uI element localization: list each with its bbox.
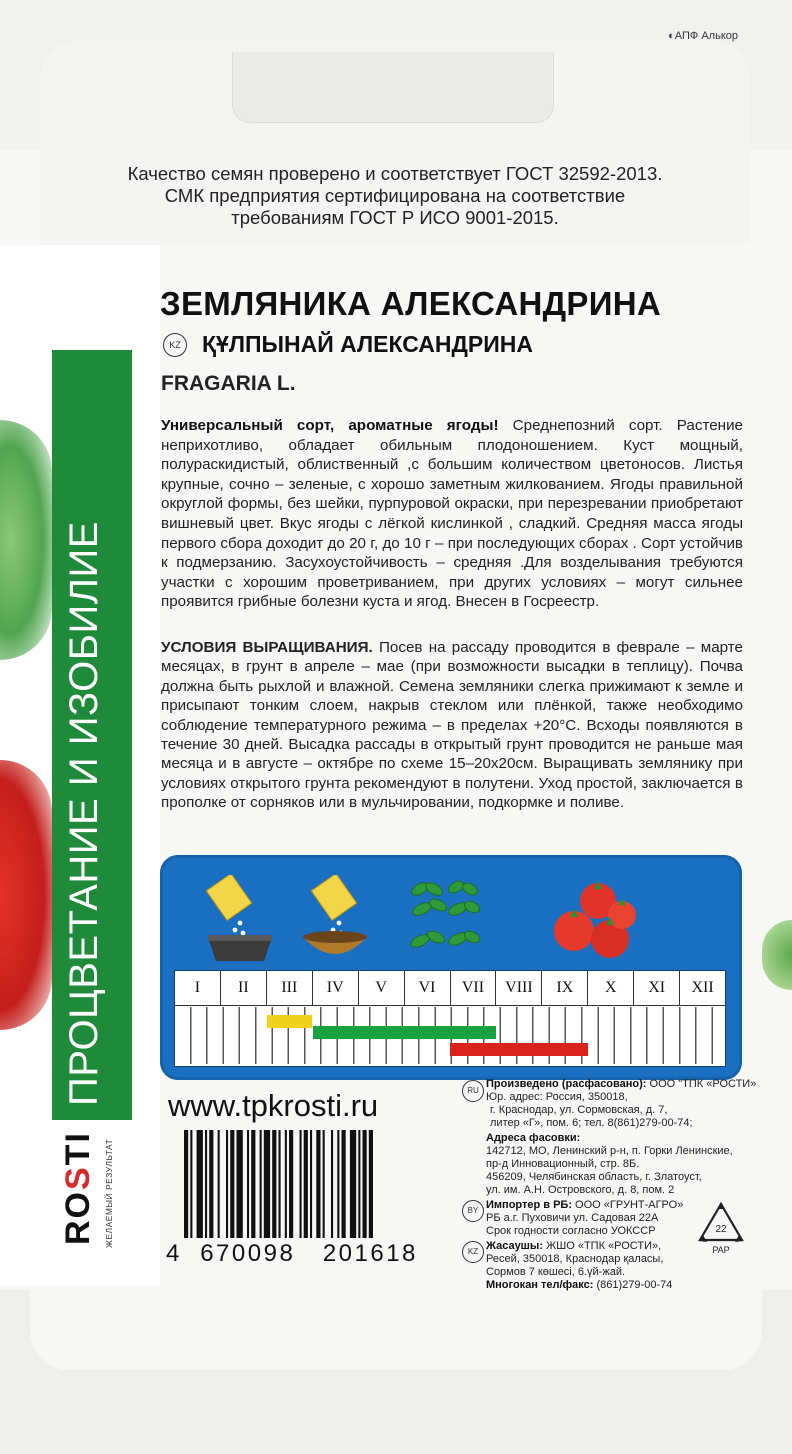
manufacturer-info (486, 1078, 786, 1292)
pack-line: 456209, Челябинская область, г. Златоуст, (486, 1171, 702, 1183)
bottom-panel (30, 1290, 762, 1370)
barcode-bar (369, 1130, 373, 1238)
variety-description (161, 416, 743, 612)
barcode-bar (342, 1130, 346, 1238)
barcode-bar (279, 1130, 281, 1238)
quality-line: Качество семян проверено и соответствует ГОСТ 32592-2013. (127, 163, 663, 184)
kz-manufacturer-label: Жасаушы: (486, 1240, 543, 1252)
kz-badge: KZ (462, 1241, 484, 1263)
barcode-bar (363, 1130, 367, 1238)
barcode-bar (300, 1130, 302, 1238)
brand-logo-accent: S (59, 1165, 97, 1190)
growing-heading: УСЛОВИЯ ВЫРАЩИВАНИЯ. (161, 639, 373, 656)
barcode-bar (230, 1130, 234, 1238)
barcode-bar (190, 1130, 192, 1238)
month-label: X (588, 971, 634, 1005)
svg-text:22: 22 (715, 1224, 727, 1235)
pack-line: 142712, МО, Ленинский р-н, п. Горки Ленинские, (486, 1145, 733, 1157)
barcode-bar (264, 1130, 270, 1238)
barcode-bar (304, 1130, 308, 1238)
produced-line: литер «Г», пом. 6; тел. 8(861)279-00-74; (490, 1117, 693, 1129)
quality-line: СМК предприятия сертифицирована на соответствие (164, 185, 626, 206)
pack-line: пр-д Инновационный, стр. 8Б. (486, 1158, 640, 1170)
brand-tagline: ЖЕЛАЕМЫЙ РЕЗУЛЬТАТ (104, 1138, 114, 1248)
month-label: I (175, 971, 221, 1005)
brand-logo-part: RO (59, 1190, 97, 1245)
recycling-icon (696, 1200, 746, 1256)
barcode-bar (218, 1130, 220, 1238)
month-label: II (221, 971, 267, 1005)
barcode-bar (197, 1130, 203, 1238)
month-label: VI (405, 971, 451, 1005)
phone-label: Многокан тел/факс: (486, 1279, 594, 1291)
by-badge: BY (462, 1200, 484, 1222)
month-label: III (267, 971, 313, 1005)
brand-logo-part: TI (59, 1131, 97, 1166)
hang-slot (232, 52, 554, 123)
month-header-row (175, 971, 725, 1006)
pack-line: ул. им. А.Н. Островского, д. 8, пом. 2 (486, 1184, 675, 1196)
barcode-bar (316, 1130, 320, 1238)
importer-label: Импортер в РБ: (486, 1199, 572, 1211)
leaf-image-right (762, 920, 792, 990)
barcode-digit-prefix: 4 (166, 1240, 182, 1267)
month-grid (174, 970, 726, 1067)
brand-logo (58, 1105, 98, 1245)
seedling-icon (400, 875, 480, 965)
quality-line: требованиям ГОСТ Р ИСО 9001-2015. (231, 207, 559, 228)
barcode-bar (272, 1130, 276, 1238)
barcode-bar (358, 1130, 360, 1238)
month-label: VIII (496, 971, 542, 1005)
period-bar-sowing-seedlings (267, 1015, 313, 1028)
svg-text:PAP: PAP (712, 1245, 730, 1255)
barcode-bar (237, 1130, 243, 1238)
harvest-icon (552, 875, 642, 965)
quality-statement (40, 163, 750, 229)
barcode-bar (247, 1130, 249, 1238)
month-label: IX (542, 971, 588, 1005)
month-label: IV (313, 971, 359, 1005)
pack-label: Адреса фасовки: (486, 1132, 581, 1144)
kz-language-badge: KZ (163, 333, 187, 357)
website: www.tpkrosti.ru (168, 1088, 379, 1123)
sowing-ground-icon (295, 875, 375, 965)
produced-line: Юр. адрес: Россия, 350018, (486, 1091, 628, 1103)
barcode-bar (226, 1130, 228, 1238)
month-label: XII (691, 979, 714, 996)
produced-value: ООО "ТПК «РОСТИ» (646, 1078, 757, 1090)
barcode (182, 1130, 444, 1250)
barcode-bar (285, 1130, 287, 1238)
growing-body: Посев на рассаду проводится в феврале – марте месяцах, в грунт в апреле – мае (при возможности высадки в теплицу). Почва должна быть рыхлой и влажной. Семена земляники слегка прижимают к земле и присыпают тонким слоем, накрыв стеклом или плёнкой, также необходимо соблюдение температурного режима – в пределах +20°С. Всходы появляются в течение 30 дней. Высадка рассады в открытый грунт проводится не раньше мая месяца и в августе – октябре по схеме 15–20х20см. Выращивать землянику при условиях открытого грунта рекомендуют в полутени. Уход простой, заключается в прополке от сорняков или в мульчировании, подкормке и поливе. (161, 639, 743, 812)
sowing-calendar (160, 855, 742, 1080)
barcode-bar (205, 1130, 207, 1238)
brand-slogan: ПРОЦВЕТАНИЕ И ИЗОБИЛИЕ (62, 521, 106, 1106)
period-bar-harvest (450, 1043, 588, 1056)
month-label: VII (451, 971, 497, 1005)
barcode-bar (331, 1130, 333, 1238)
month-label: V (359, 971, 405, 1005)
product-title: ЗЕМЛЯНИКА АЛЕКСАНДРИНА (160, 285, 662, 322)
period-bar-seedlings (358, 1026, 496, 1039)
importer-line: РБ а.г. Пуховичи ул. Садовая 22А (486, 1212, 659, 1224)
kz-manufacturer-value: ЖШО «ТПК «РОСТИ», (542, 1240, 662, 1252)
latin-name: FRAGARIA L. (161, 372, 296, 395)
growing-conditions (161, 638, 743, 813)
barcode-digits-left: 670098 (200, 1240, 296, 1267)
barcode-bar (260, 1130, 262, 1238)
phone-value: (861)279-00-74 (593, 1279, 673, 1291)
barcode-number (166, 1240, 418, 1268)
barcode-bar (289, 1130, 293, 1238)
barcode-bar (350, 1130, 356, 1238)
kz-manufacturer-line: Сормов 7 көшесі, 6.үй-жай. (486, 1266, 626, 1278)
kz-manufacturer-line: Ресей, 350018, Краснодар қаласы, (486, 1253, 664, 1265)
description-lead: Универсальный сорт, ароматные ягоды! (161, 417, 499, 434)
barcode-bar (209, 1130, 213, 1238)
barcode-bar (251, 1130, 255, 1238)
produced-label: Произведено (расфасовано): (486, 1078, 647, 1090)
barcode-bar (184, 1130, 188, 1238)
barcode-bar (337, 1130, 339, 1238)
month-label: XI (634, 971, 680, 1005)
ru-badge: RU (462, 1080, 484, 1102)
barcode-bar (310, 1130, 312, 1238)
barcode-digits-right: 201618 (322, 1240, 418, 1267)
importer-value: ООО «ГРУНТ-АГРО» (572, 1199, 684, 1211)
sowing-seedlings-icon (200, 875, 280, 965)
importer-line: Срок годности согласно УОКССР (486, 1225, 656, 1237)
producer-mark: ◐АПФ Алькор (668, 30, 738, 42)
product-title-kz: ҚҰЛПЫНАЙ АЛЕКСАНДРИНА (202, 331, 533, 357)
produced-line: г. Краснодар, ул. Сормовская, д. 7, (490, 1104, 668, 1116)
description-body: Среднепозний сорт. Растение неприхотливо, обладает обильным плодоношением. Куст мощный, полураскидистый, облиственный ,с большим количеством цветоносов. Листья крупные, сочно – зеленые, с хорошо заметным жилкованием. Ягоды правильной округлой формы, без шейки, пурпуровой окраски, при перезревании приобретают вишневый цвет. Вкус ягоды с лёгкой кислинкой , сладкий. Средняя масса ягоды первого сбора доходит до 20 г, до 10 г – при последующих сборах . Сорт устойчив к подмерзанию. Засухоустойчивость – средняя .Для возделывания требуются участки с хорошим проветриванием, при других условиях – могут сильнее проявится грибные болезни куста и ягод. Внесен в Госреестр. (161, 417, 743, 611)
barcode-bar (323, 1130, 325, 1238)
